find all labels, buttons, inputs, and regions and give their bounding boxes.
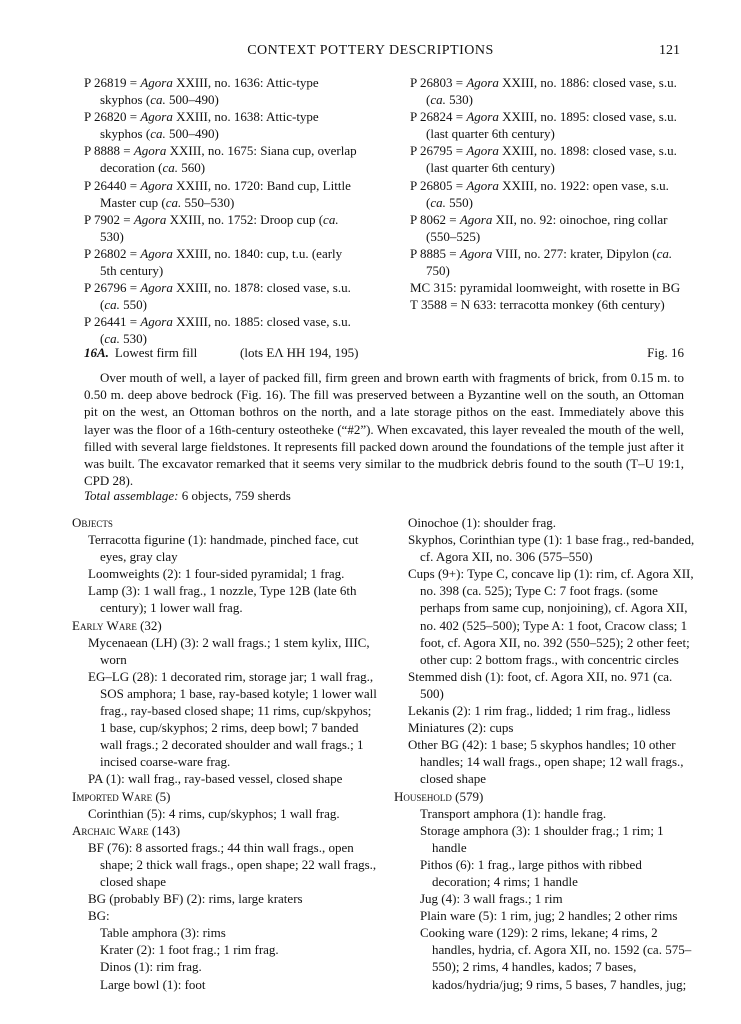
entry-id: P 26795 =: [410, 143, 467, 159]
entry-id: P 26802 =: [84, 245, 141, 261]
entry-date: 550): [445, 194, 473, 210]
inventory-item: Loomweights (2): 1 four-sided pyramidal; 1 frag.: [88, 566, 345, 582]
catalogue-entry: [84, 211, 362, 245]
entry-circa: ca.: [165, 194, 182, 210]
inventory-item: Large bowl (1): foot: [100, 976, 206, 992]
entry-id: P 26819 =: [84, 75, 141, 90]
entry-date: 550–530): [181, 194, 235, 210]
entry-text: XXIII, no. 1895: closed vase, s.u. (last quarter 6th century): [426, 109, 677, 142]
running-head: [0, 43, 741, 63]
entry-date: 500–490): [165, 92, 219, 108]
running-title: CONTEXT POTTERY DESCRIPTIONS: [247, 43, 494, 58]
entry-publication: Agora: [140, 280, 173, 296]
inventory-item: BF (76): 8 assorted frags.; 44 thin wall frags., open shape; 2 thick wall frags., open shape; 22 wall frags., closed shape: [88, 839, 377, 889]
catalogue-entry: [84, 245, 362, 279]
inventory-item: Cooking ware (129): 2 rims, lekane; 4 rims, 2 handles, hydria, cf. Agora XII, no. 1592 (ca. 575–550); 2 rims, 4 handles, kados; 7 bases, kados/hydria/jug; 9 rims, 5 bases, 7 handles, jug;: [420, 925, 692, 992]
entry-publication: Agora: [140, 245, 173, 261]
entry-id: MC 315: pyramidal loomweight, with rosette in BG: [410, 280, 681, 296]
entry-publication: Agora: [459, 245, 493, 261]
catalogue-entry: [410, 296, 688, 313]
entry-id: P 26820 =: [84, 109, 141, 125]
entry-id: T 3588 = N 633: terracotta monkey (6th century): [410, 297, 665, 313]
catalogue-entry: [410, 177, 688, 211]
entry-id: P 26824 =: [410, 109, 467, 125]
entry-id: P 8885 =: [410, 245, 460, 261]
entry-circa: ca.: [150, 92, 166, 108]
entry-circa: ca.: [162, 160, 178, 176]
catalogue-entry: [84, 177, 362, 211]
inventory-item: Krater (2): 1 foot frag.; 1 rim frag.: [100, 942, 279, 958]
entry-date: 560): [177, 160, 206, 176]
entry-circa: ca.: [656, 245, 673, 261]
entry-text: XXIII, no. 1638: Attic-type skyphos (: [100, 109, 319, 142]
entry-id: P 26796 =: [84, 280, 141, 296]
inventory-item: BG (probably BF) (2): rims, large kraters: [88, 891, 303, 907]
inventory-item: Mycenaean (LH) (3): 2 wall frags.; 1 stem kylix, IIIC, worn: [88, 634, 370, 667]
entry-id: P 8062 =: [410, 211, 460, 227]
inventory-item: Terracotta figurine (1): handmade, pinched face, cut eyes, gray clay: [88, 532, 359, 565]
entry-circa: ca.: [430, 92, 446, 108]
inventory-item: EG–LG (28): 1 decorated rim, storage jar; 1 wall frag., SOS amphora; 1 base, ray-based kotyle; 1 lower wall frag., ray-based closed shape; 11 rims, cup/skpyhos; 1 base, cup/skyphos; 2 rims, deep bowl; 7 banded wall frags.; 2 decorated shoulder and wall frags.; 1 incised coarse-ware frag.: [88, 668, 377, 770]
catalogue-entry: [410, 142, 688, 176]
inventory-column-right: [394, 514, 696, 993]
inventory-item: Miniatures (2): cups: [408, 720, 514, 736]
entry-text: XXIII, no. 1898: closed vase, s.u. (last quarter 6th century): [426, 143, 677, 176]
entry-id: P 8888 =: [84, 143, 134, 159]
catalogue-entry: [410, 211, 688, 245]
total-value: 6 objects, 759 sherds: [178, 488, 291, 503]
entry-publication: Agora: [466, 109, 499, 125]
entry-publication: Agora: [140, 314, 173, 330]
entry-publication: Agora: [459, 211, 493, 227]
inventory-item: Cups (9+): Type C, concave lip (1): rim, cf. Agora XII, no. 398 (ca. 525); Type C: 7 foot frags. (some perhaps from same cup, nonjoining), cf. Agora XII, no. 402 (525–500); Type A: 1 foot, Cracow class; 1 foot, cf. Agora XII, no. 392 (550–525); 2 other feet; other cup: 2 bottom frags., with concentric circles: [408, 566, 694, 667]
entry-date: 500–490): [165, 126, 219, 142]
inventory-heading: Archaic Ware (143): [72, 822, 181, 838]
inventory-item: Skyphos, Corinthian type (1): 1 base frag., red-banded, cf. Agora XII, no. 306 (575–550): [408, 532, 695, 565]
inventory-item: Plain ware (5): 1 rim, jug; 2 handles; 2 other rims: [420, 908, 678, 924]
inventory-item: Other BG (42): 1 base; 5 skyphos handles; 10 other handles; 14 wall frags., open shape; 12 wall frags., closed shape: [408, 737, 684, 787]
total-label: Total assemblage:: [84, 488, 179, 503]
section-heading: [84, 345, 684, 361]
inventory-item: Transport amphora (1): handle frag.: [420, 805, 607, 821]
inventory-heading: Early Ware (32): [72, 617, 162, 633]
entry-text: XXIII, no. 1840: cup, t.u. (early 5th century): [100, 245, 343, 279]
inventory-item: Lekanis (2): 1 rim frag., lidded; 1 rim frag., lidless: [408, 703, 671, 719]
inventory-heading: Imported Ware (5): [72, 788, 171, 804]
entry-id: P 26441 =: [84, 314, 141, 330]
entry-circa: ca.: [430, 194, 446, 210]
inventory-item: Lamp (3): 1 wall frag., 1 nozzle, Type 12B (late 6th century); 1 lower wall frag.: [88, 583, 357, 616]
entry-text: VIII, no. 277: krater, Dipylon (: [492, 245, 657, 261]
entry-publication: Agora: [140, 75, 173, 90]
section-title: Lowest firm fill: [114, 345, 198, 360]
entry-text: XXIII, no. 1878: closed vase, s.u. (: [100, 280, 351, 313]
entry-id: P 26440 =: [84, 177, 141, 193]
inventory-item: Table amphora (3): rims: [100, 925, 226, 941]
entry-text: XXIII, no. 1922: open vase, s.u. (: [426, 177, 669, 210]
inventory-item: PA (1): wall frag., ray-based vessel, closed shape: [88, 771, 343, 787]
entry-publication: Agora: [140, 109, 173, 125]
section-number: 16A.: [84, 345, 109, 360]
entry-circa: ca.: [150, 126, 166, 142]
inventory-item: BG:: [88, 908, 110, 924]
entry-text: XII, no. 92: oinochoe, ring collar (550–525): [426, 211, 668, 244]
inventory-item: Jug (4): 3 wall frags.; 1 rim: [420, 891, 563, 907]
inventory-item: Pithos (6): 1 frag., large pithos with ribbed decoration; 4 rims; 1 handle: [420, 856, 642, 889]
catalogue-column-right: [410, 74, 688, 313]
entry-publication: Agora: [133, 143, 167, 159]
catalogue-entry: [84, 313, 362, 347]
entry-text: XXIII, no. 1720: Band cup, Little Master cup (: [100, 177, 351, 210]
context-description: Over mouth of well, a layer of packed fill, firm green and brown earth with fragments of brick, from 0.15 m. to 0.50 m. deep above bedrock (Fig. 16). The fill was preserved between a Byzantine well on the south, an Ottoman pit on the west, an Ottoman bothros on the north, and a late storage pithos on the east. Immediately above this layer was the floor of a 16th-century osteotheke (“#2”). When excavated, this layer revealed the mouth of the well, filled with several large fieldstones. It represents fill packed down around the foundations of the temple just after it was built. The excavator remarked that it seems very similar to the mudbrick debris found to the south (T–U 19:1, CPD 28).: [84, 370, 684, 489]
catalogue-entry: [410, 74, 688, 108]
entry-publication: Agora: [466, 143, 499, 159]
entry-date: 750): [426, 263, 450, 279]
catalogue-entry: [410, 279, 688, 296]
entry-date: 530): [119, 331, 147, 347]
page-number: 121: [659, 43, 680, 58]
total-assemblage: [84, 488, 291, 504]
catalogue-column-left: [84, 74, 362, 348]
entry-publication: Agora: [133, 211, 167, 227]
entry-text: XXIII, no. 1886: closed vase, s.u. (: [426, 75, 677, 108]
entry-id: P 26803 =: [410, 75, 467, 90]
catalogue-entry: [410, 108, 688, 142]
section-lots: (lots ΕΛ ΗΗ 194, 195): [240, 345, 359, 360]
entry-id: P 26805 =: [410, 177, 467, 193]
entry-circa: ca.: [104, 297, 120, 313]
entry-text: XXIII, no. 1636: Attic-type skyphos (: [100, 75, 319, 108]
figure-reference: Fig. 16: [647, 345, 684, 360]
catalogue-entry: [84, 108, 362, 142]
entry-date: 530): [100, 228, 124, 244]
inventory-column-left: [72, 514, 378, 993]
entry-publication: Agora: [466, 75, 499, 90]
entry-circa: ca.: [323, 211, 339, 227]
entry-circa: ca.: [104, 331, 120, 347]
inventory-item: Oinochoe (1): shoulder frag.: [408, 515, 557, 530]
entry-text: XXIII, no. 1885: closed vase, s.u. (: [100, 314, 351, 347]
entry-date: 550): [119, 297, 147, 313]
catalogue-entry: [84, 142, 362, 176]
catalogue-entry: [410, 245, 688, 279]
inventory-item: Stemmed dish (1): foot, cf. Agora XII, no. 971 (ca. 500): [408, 668, 673, 701]
entry-text: XXIII, no. 1675: Siana cup, overlap decoration (: [100, 143, 357, 176]
inventory-heading: Objects: [72, 515, 113, 530]
catalogue-entry: [84, 74, 362, 108]
inventory-heading: Household (579): [394, 788, 484, 804]
entry-id: P 7902 =: [84, 211, 134, 227]
entry-text: XXIII, no. 1752: Droop cup (: [166, 211, 324, 227]
entry-date: 530): [445, 92, 473, 108]
inventory-item: Corinthian (5): 4 rims, cup/skyphos; 1 wall frag.: [88, 805, 340, 821]
inventory-item: Storage amphora (3): 1 shoulder frag.; 1 rim; 1 handle: [420, 822, 664, 855]
entry-publication: Agora: [466, 177, 499, 193]
inventory-item: Dinos (1): rim frag.: [100, 959, 202, 975]
catalogue-entry: [84, 279, 362, 313]
entry-publication: Agora: [140, 177, 173, 193]
